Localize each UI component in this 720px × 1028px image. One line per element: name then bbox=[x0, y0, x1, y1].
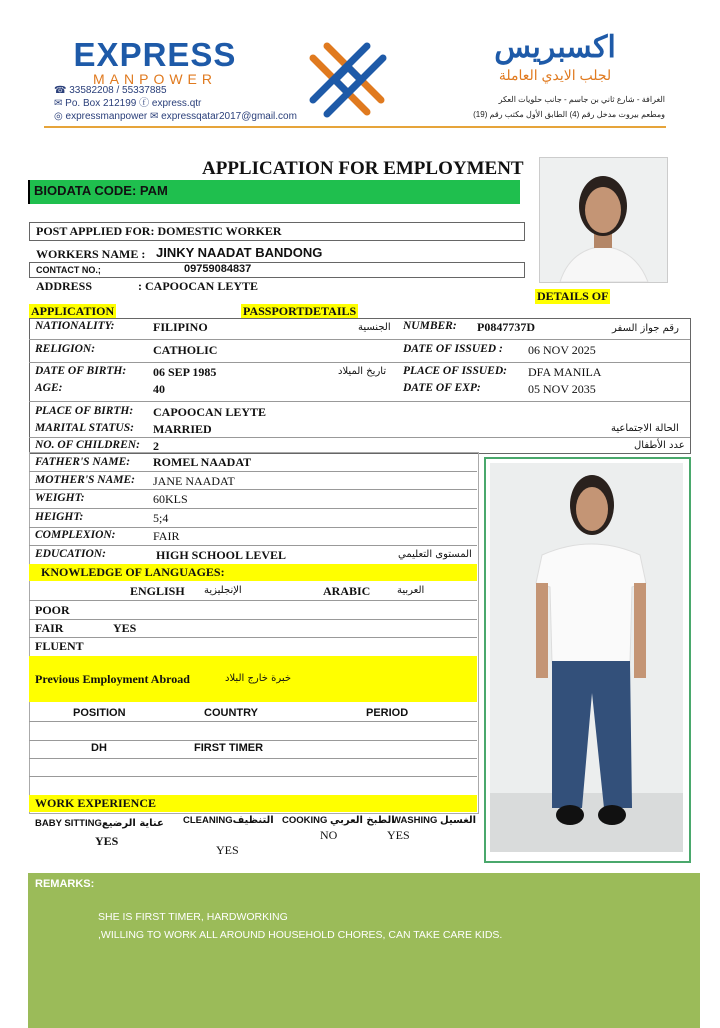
fair-english-value: YES bbox=[113, 621, 137, 635]
children-value: 2 bbox=[153, 439, 159, 453]
baby-sitting-text: BABY SITTING bbox=[35, 818, 102, 829]
religion-label: RELIGION: bbox=[35, 343, 96, 355]
expiry-date-value: 05 NOV 2035 bbox=[528, 382, 596, 396]
cooking-label bbox=[282, 815, 395, 826]
baby-sitting-arabic: عناية الرضيع bbox=[101, 818, 164, 829]
children-label: NO. OF CHILDREN: bbox=[35, 439, 140, 451]
biodata-code: BIODATA CODE: PAM bbox=[34, 183, 168, 198]
post-applied-box bbox=[29, 222, 525, 241]
remarks-label: REMARKS: bbox=[35, 878, 95, 890]
cleaning-value: YES bbox=[216, 843, 239, 857]
arabic-logo bbox=[440, 30, 670, 84]
issued-date-label: DATE OF ISSUED : bbox=[403, 343, 503, 355]
knot-logo-icon bbox=[305, 38, 391, 122]
row-divider bbox=[29, 401, 690, 402]
contact-box bbox=[29, 262, 525, 278]
address-label: ADDRESS bbox=[36, 279, 93, 293]
row-divider bbox=[29, 339, 690, 340]
phone-line: ☎ 33582208 / 55337885 bbox=[54, 85, 167, 96]
work-experience-bar bbox=[29, 795, 477, 812]
application-label: APPLICATION bbox=[31, 304, 115, 318]
row-divider bbox=[29, 600, 477, 601]
social-line: ◎ expressmanpower ✉ expressqatar2017@gmail.com bbox=[54, 111, 297, 122]
washing-label bbox=[392, 815, 476, 826]
row-divider bbox=[29, 637, 477, 638]
remarks-line-1: SHE IS FIRST TIMER, HARDWORKING bbox=[98, 911, 288, 923]
arabic-label: ARABIC bbox=[323, 584, 371, 598]
previous-employment-bar bbox=[29, 656, 477, 702]
dob-arabic: تاريخ الميلاد bbox=[338, 366, 387, 377]
address-value: : CAPOOCAN LEYTE bbox=[138, 279, 259, 293]
position-column: POSITION bbox=[73, 707, 126, 719]
headshot-portrait-icon bbox=[540, 158, 667, 282]
father-value: ROMEL NAADAT bbox=[153, 455, 252, 469]
biodata-code-bar bbox=[28, 180, 520, 204]
row-divider bbox=[29, 721, 477, 722]
pobox-line: ✉ Po. Box 212199 ⓕ express.qtr bbox=[54, 98, 202, 109]
arabic-brand-name: اكسبريس bbox=[494, 31, 616, 64]
washing-text: WASHING bbox=[392, 815, 438, 826]
phone-numbers: 33582208 / 55337885 bbox=[69, 85, 167, 96]
cleaning-label bbox=[183, 815, 274, 826]
brand-subtitle: MANPOWER bbox=[93, 71, 217, 87]
weight-label: WEIGHT: bbox=[35, 492, 85, 504]
baby-sitting-label bbox=[35, 818, 164, 829]
post-applied: POST APPLIED FOR: DOMESTIC WORKER bbox=[36, 224, 282, 238]
education-arabic: المستوى التعليمي bbox=[398, 549, 472, 560]
page-title: APPLICATION FOR EMPLOYMENT bbox=[202, 158, 524, 179]
pob-label: PLACE OF BIRTH: bbox=[35, 405, 134, 417]
nationality-arabic: الجنسية bbox=[358, 322, 391, 333]
english-label: ENGLISH bbox=[130, 584, 185, 598]
previous-employment-arabic: خبرة خارج البلاد bbox=[225, 673, 292, 684]
marital-label: MARITAL STATUS: bbox=[35, 422, 134, 434]
pob-value: CAPOOCAN LEYTE bbox=[153, 405, 267, 419]
cooking-arabic: الطبخ العربي bbox=[330, 815, 395, 826]
workers-name: JINKY NAADAT BANDONG bbox=[156, 245, 323, 260]
row-divider bbox=[29, 362, 690, 363]
mother-value: JANE NAADAT bbox=[153, 474, 235, 488]
workers-name-label: WORKERS NAME : bbox=[36, 247, 146, 261]
height-value: 5;4 bbox=[153, 511, 169, 525]
height-label: HEIGHT: bbox=[35, 511, 84, 523]
nationality-label: NATIONALITY: bbox=[35, 320, 115, 332]
passport-number-value: P0847737D bbox=[477, 320, 535, 334]
children-arabic: عدد الأطفال bbox=[634, 440, 685, 451]
row-divider bbox=[29, 545, 477, 546]
religion-value: CATHOLIC bbox=[153, 343, 218, 357]
cooking-value: NO bbox=[320, 828, 338, 842]
full-body-portrait-icon bbox=[490, 463, 683, 852]
passport-number-label: NUMBER: bbox=[403, 320, 457, 332]
expiry-date-label: DATE OF EXP: bbox=[403, 382, 481, 394]
details-of-label: DETAILS OF bbox=[537, 289, 609, 303]
remarks-panel bbox=[28, 873, 700, 1028]
period-column: PERIOD bbox=[366, 707, 409, 719]
country-column: COUNTRY bbox=[204, 707, 258, 719]
education-value: HIGH SCHOOL LEVEL bbox=[156, 548, 287, 562]
marital-arabic: الحالة الاجتماعية bbox=[611, 423, 679, 434]
complexion-value: FAIR bbox=[153, 529, 180, 543]
dob-value: 06 SEP 1985 bbox=[153, 365, 217, 379]
languages-heading-bar bbox=[29, 564, 477, 581]
row-divider bbox=[29, 758, 477, 759]
arabic-address-1: الغرافة - شارع ثاني بن جاسم - جانب حلويات العكر bbox=[498, 95, 665, 104]
email-address: expressqatar2017@gmail.com bbox=[161, 111, 297, 122]
marital-value: MARRIED bbox=[153, 422, 212, 436]
remarks-line-2: ,WILLING TO WORK ALL AROUND HOUSEHOLD CHORES, CAN TAKE CARE KIDS. bbox=[98, 929, 503, 941]
biodata-edge bbox=[28, 180, 30, 204]
details-table bbox=[29, 452, 479, 814]
nationality-value: FILIPINO bbox=[153, 320, 208, 334]
mother-label: MOTHER'S NAME: bbox=[35, 474, 136, 486]
company-logo bbox=[60, 38, 250, 86]
baby-sitting-value: YES bbox=[95, 834, 119, 848]
passport-details-label: PASSPORTDETAILS bbox=[243, 304, 357, 318]
previous-employment-heading: Previous Employment Abroad bbox=[35, 672, 190, 686]
english-arabic: الإنجليزية bbox=[204, 585, 242, 596]
facebook-handle: express.qtr bbox=[151, 98, 202, 109]
arabic-arabic: العربية bbox=[397, 585, 425, 596]
row-divider bbox=[29, 489, 477, 490]
dob-label: DATE OF BIRTH: bbox=[35, 365, 127, 377]
languages-heading: KNOWLEDGE OF LANGUAGES: bbox=[41, 565, 225, 579]
contact-number: 09759084837 bbox=[184, 263, 252, 275]
fair-label: FAIR bbox=[35, 621, 64, 635]
row-divider bbox=[29, 740, 477, 741]
row-divider bbox=[29, 508, 477, 509]
header-divider bbox=[44, 126, 666, 128]
passport-number-arabic: رقم جواز السفر bbox=[612, 323, 679, 334]
arabic-brand-subtitle: لجلب الايدي العاملة bbox=[498, 67, 612, 83]
father-label: FATHER'S NAME: bbox=[35, 456, 131, 468]
fluent-label: FLUENT bbox=[35, 639, 84, 653]
row-divider bbox=[29, 776, 477, 777]
weight-value: 60KLS bbox=[153, 492, 188, 506]
issue-place-label: PLACE OF ISSUED: bbox=[403, 365, 507, 377]
cleaning-text: CLEANING bbox=[183, 815, 233, 826]
work-experience-heading: WORK EXPERIENCE bbox=[35, 796, 157, 810]
age-label: AGE: bbox=[35, 382, 63, 394]
age-value: 40 bbox=[153, 382, 165, 396]
arabic-address-2: ومطعم بيروت مدخل رقم (4) الطابق الأول مكتب رقم (19) bbox=[473, 110, 665, 119]
education-label: EDUCATION: bbox=[35, 548, 106, 560]
cleaning-arabic: التنظيف bbox=[232, 815, 274, 826]
contact-label: CONTACT NO.; bbox=[36, 265, 101, 275]
employment-position: DH bbox=[91, 742, 107, 754]
issue-place-value: DFA MANILA bbox=[528, 365, 602, 379]
applicant-headshot bbox=[539, 157, 668, 283]
washing-arabic: الغسيل bbox=[440, 815, 477, 826]
row-divider bbox=[29, 471, 477, 472]
washing-value: YES bbox=[387, 828, 410, 842]
applicant-full-photo bbox=[490, 463, 683, 852]
employment-country: FIRST TIMER bbox=[194, 742, 264, 754]
row-divider bbox=[29, 619, 477, 620]
row-divider bbox=[29, 437, 690, 438]
poor-label: POOR bbox=[35, 603, 70, 617]
complexion-label: COMPLEXION: bbox=[35, 529, 116, 541]
po-box: Po. Box 212199 bbox=[65, 98, 137, 109]
cooking-text: COOKING bbox=[282, 815, 328, 826]
row-divider bbox=[29, 527, 477, 528]
issued-date-value: 06 NOV 2025 bbox=[528, 343, 596, 357]
instagram-handle: expressmanpower bbox=[65, 111, 148, 122]
brand-name: EXPRESS bbox=[73, 36, 237, 73]
